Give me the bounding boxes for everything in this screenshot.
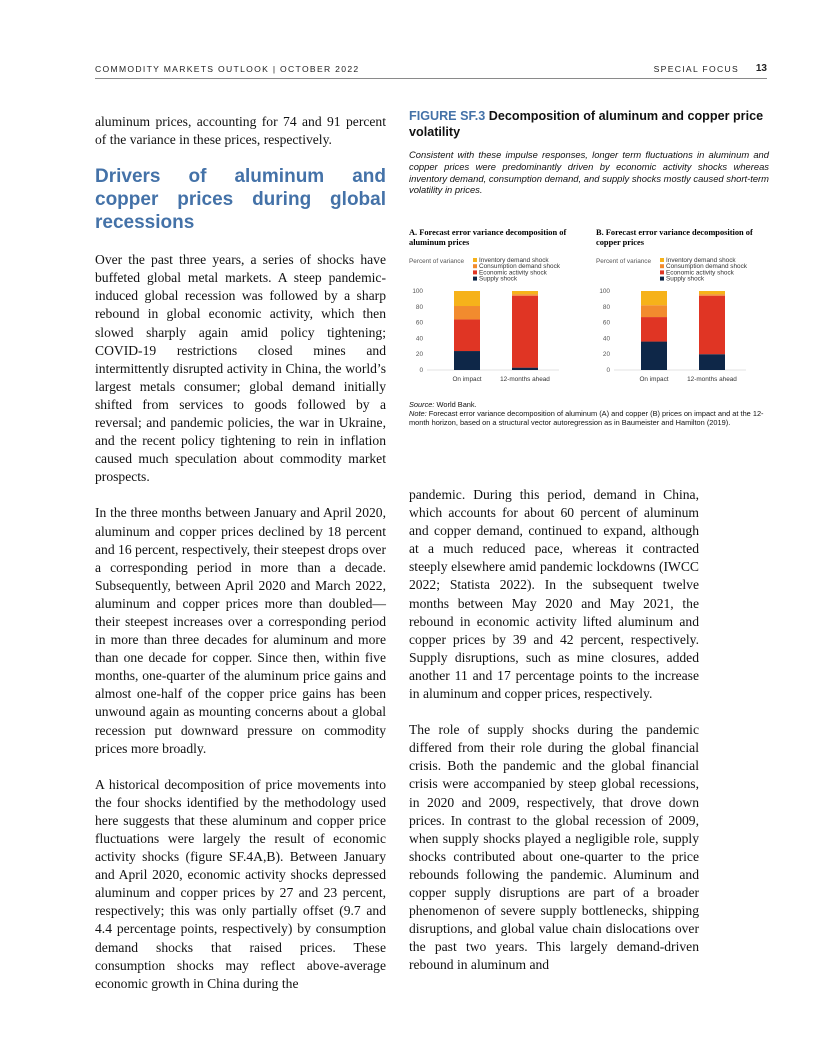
bar-segment bbox=[641, 305, 667, 317]
body-paragraph: In the three months between January and April 2020, aluminum and copper prices declined by 18 percent and 16 percent, respectively, their steepest drops over a corresponding period in more than a decade. Subsequently, between April 2020 and March 2022, aluminum and copper prices more than doubled—their steepest increases over a corresponding period in more than three decades for aluminum and more than one decade for copper. Since then, within five months, one-quarter of the aluminum price gains and almost one-half of the copper price gains has been unwound again as mounting concerns about a global recession put downward pressure on commodity prices more broadly. bbox=[95, 505, 386, 756]
y-tick-label: 100 bbox=[412, 288, 423, 295]
legend-swatch bbox=[473, 277, 477, 281]
y-tick-label: 0 bbox=[419, 367, 423, 374]
section-heading: Drivers of aluminum and copper prices during global recessions bbox=[95, 166, 386, 234]
bar-segment bbox=[512, 294, 538, 296]
legend-swatch bbox=[473, 264, 477, 268]
legend-swatch bbox=[660, 258, 664, 262]
y-tick-label: 60 bbox=[602, 319, 610, 327]
legend-label: Consumption demand shock bbox=[666, 263, 747, 271]
bar-segment bbox=[454, 291, 480, 306]
legend-label: Economic activity shock bbox=[479, 269, 547, 277]
bar-segment bbox=[512, 296, 538, 368]
legend-label: Economic activity shock bbox=[666, 269, 734, 277]
page-number: 13 bbox=[755, 63, 767, 74]
x-tick-label: On impact bbox=[452, 376, 482, 383]
figure-source: Source: World Bank. bbox=[409, 400, 477, 409]
body-paragraph: Over the past three years, a series of shocks have buffeted global metal markets. A steep pandemic-induced global recession was followed by a sharp rebound in global economic activity, which then slowed sharply again amid policy tightening; COVID-19 restrictions closed mines and intermittently disrupted activity in China, the world’s largest metals consumer; global demand initially shifted from services to goods followed by a reversal; and pandemic policies, the war in Ukraine, and the recent policy tightening to rein in inflation caused much speculation about commodity market prospects. bbox=[95, 252, 386, 485]
header-publication: COMMODITY MARKETS OUTLOOK | OCTOBER 2022 bbox=[95, 64, 360, 74]
header-section: SPECIAL FOCUS bbox=[653, 64, 739, 74]
x-tick-label: On impact bbox=[639, 376, 669, 383]
panel-b-title: B. Forecast error variance decomposition of copper prices bbox=[596, 228, 753, 247]
figure-title-text: Decomposition of aluminum and copper price volatility bbox=[409, 109, 764, 139]
legend-swatch bbox=[660, 270, 664, 274]
legend-label: Supply shock bbox=[479, 275, 518, 283]
legend-swatch bbox=[660, 264, 664, 268]
bar-segment bbox=[454, 319, 480, 351]
bar-segment bbox=[641, 291, 667, 305]
intro-paragraph: aluminum prices, accounting for 74 and 91 percent of the variance in these prices, respectively. bbox=[95, 114, 386, 148]
running-header bbox=[95, 62, 767, 79]
bar-segment bbox=[512, 368, 538, 370]
chart-panel-b bbox=[596, 254, 776, 386]
y-tick-label: 40 bbox=[602, 335, 610, 343]
legend-label: Consumption demand shock bbox=[479, 263, 560, 271]
panel-a-title: A. Forecast error variance decomposition of aluminum prices bbox=[409, 228, 567, 247]
body-paragraph: The role of supply shocks during the pandemic differed from their role during the global financial crisis. Both the pandemic and the global financial crisis were accompanied by steep global recessions, in 2020 and 2009, respectively, that drove down prices. In contrast to the global recession of 2009, when supply shocks played a negligible role, supply shocks contributed about one-quarter to the price rebounds following the pandemic. Aluminum and copper supply disruptions are part of a broader phenomenon of severe supply bottlenecks, shipping disruptions, and global value chain dislocations over the past two years. This largely demand-driven rebound in aluminum and bbox=[409, 722, 699, 973]
bar-segment bbox=[641, 317, 667, 341]
bar-segment bbox=[641, 342, 667, 370]
bar-segment bbox=[699, 296, 725, 354]
body-paragraph: pandemic. During this period, demand in China, which accounts for about 60 percent of aluminum and copper demand, continued to expand, although at a much reduced pace, whereas it contracted steeply elsewhere amid pandemic lockdowns (IWCC 2022; Statista 2022). In the subsequent twelve months between May 2020 and May 2021, the rebound in economic activity lifted aluminum and copper prices by 39 and 42 percent, respectively. Supply disruptions, such as mine closures, added another 11 and 17 percentage points to the increase in aluminum and copper prices, respectively. bbox=[409, 487, 699, 702]
figure-title bbox=[409, 108, 769, 140]
bar-segment bbox=[699, 354, 725, 370]
y-axis-label: Percent of variance bbox=[409, 258, 465, 265]
bar-segment bbox=[454, 306, 480, 319]
x-tick-label: 12-months ahead bbox=[500, 376, 550, 383]
figure-source-note bbox=[409, 400, 769, 427]
legend-swatch bbox=[660, 277, 664, 281]
legend-swatch bbox=[473, 270, 477, 274]
figure-note: Note: Forecast error variance decomposition of aluminum (A) and copper (B) prices on impact and at the 12-month horizon, based on a structural vector autoregression as in Baumeister and Hamilton (2019). bbox=[409, 409, 764, 427]
y-tick-label: 100 bbox=[599, 288, 610, 295]
figure-subtitle: Consistent with these impulse responses, longer term fluctuations in aluminum and copper prices were predominantly driven by economic activity shocks whereas inventory demand, consumption demand, and supply shocks mostly caused short-term volatility in prices. bbox=[409, 149, 769, 196]
x-tick-label: 12-months ahead bbox=[687, 376, 737, 383]
body-paragraph: A historical decomposition of price movements into the four shocks identified by the methodology used here suggests that these aluminum and copper price fluctuations were largely the result of economic activity shocks (figure SF.4A,B). Between January and April 2020, economic activity shocks depressed aluminum and copper prices by 27 and 23 percent, respectively; this was only partially offset (9.7 and 4.4 percentage points, respectively) by consumption demand shocks that raised prices. These consumption shocks may reflect above-average economic growth in China during the bbox=[95, 776, 386, 991]
legend-label: Supply shock bbox=[666, 275, 705, 283]
bar-segment bbox=[699, 294, 725, 296]
left-column bbox=[95, 113, 386, 993]
legend-label: Inventory demand shock bbox=[479, 257, 549, 264]
y-tick-label: 0 bbox=[606, 367, 610, 374]
y-tick-label: 20 bbox=[415, 351, 423, 359]
y-tick-label: 60 bbox=[415, 319, 423, 327]
legend-label: Inventory demand shock bbox=[666, 257, 736, 264]
bar-segment bbox=[512, 291, 538, 294]
legend-swatch bbox=[473, 258, 477, 262]
y-tick-label: 80 bbox=[602, 303, 610, 311]
y-tick-label: 80 bbox=[415, 303, 423, 311]
chart-panel-a bbox=[409, 254, 589, 386]
figure-label: FIGURE SF.3 bbox=[409, 109, 486, 123]
y-tick-label: 40 bbox=[415, 335, 423, 343]
bar-segment bbox=[454, 351, 480, 370]
bar-segment bbox=[699, 291, 725, 294]
right-column bbox=[409, 486, 699, 974]
figure bbox=[409, 108, 769, 196]
y-tick-label: 20 bbox=[602, 351, 610, 359]
y-axis-label: Percent of variance bbox=[596, 258, 652, 265]
